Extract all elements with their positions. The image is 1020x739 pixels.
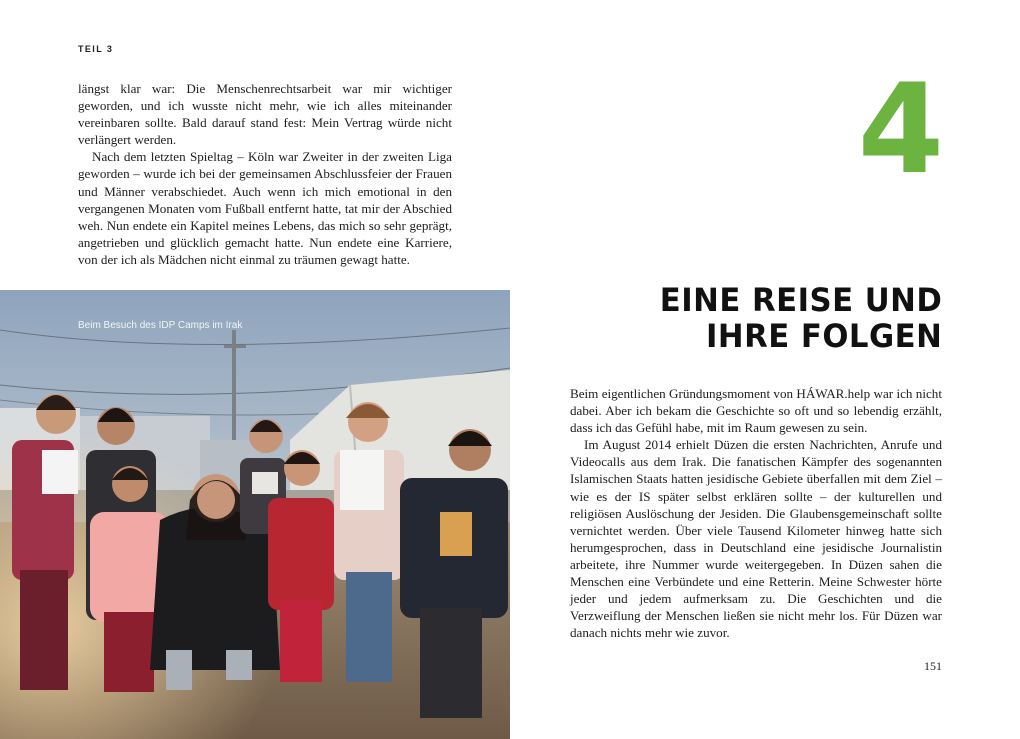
- running-head: TEIL 3: [78, 44, 114, 54]
- right-body-text: [570, 385, 942, 641]
- left-body-text: [78, 80, 452, 268]
- paragraph: Im August 2014 erhielt Düzen die ersten Nachrichten, Anrufe und Videocalls aus dem Irak. Die fanatischen Kämpfer des sogenannten Islamischen Staats hatten jesidische Gebiete überfallen mit dem Ziel – wie es der IS später selbst erklären sollte – der kulturellen und religiösen Auslöschung der Jesiden. Die Glaubensgemeinschaft sollte vernichtet werden. Über viele Tausend Kilometer hinweg hatte sich herumgesprochen, dass in Deutschland eine jesidische Journalistin arbeitete, ihre Nummer wurde weitergegeben. In Düzen sahen die Menschen eine Verbündete und eine Retterin. Meine Schwester hörte jeder und jedem aufmerksam zu. Die Geschichten und die Verzweiflung der Menschen ließen sie nicht mehr los. Für Düzen war danach nichts mehr wie zuvor.: [570, 437, 942, 641]
- chapter-title: [659, 282, 942, 354]
- chapter-title-line: IHRE FOLGEN: [705, 317, 942, 355]
- paragraph: Nach dem letzten Spieltag – Köln war Zweiter in der zweiten Liga geworden – wurde ich bei der gemeinsamen Abschlussfeier der Frauen und Männer verabschiedet. Auch wenn ich mich emotional in den vergangenen Monaten vom Fußball entfernt hatte, tat mir der Abschied weh. Nun endete ein Kapitel meines Lebens, das mich so sehr geprägt, angetrieben und glücklich gemacht hatte. Nun endete eine Karriere, von der ich als Mädchen nicht einmal zu träumen gewagt hatte.: [78, 149, 452, 267]
- page-number: 151: [924, 659, 942, 673]
- chapter-number: 4: [857, 58, 940, 202]
- camp-photo: [0, 290, 510, 739]
- right-page: [510, 0, 1020, 739]
- photo-caption: Beim Besuch des IDP Camps im Irak: [78, 320, 243, 331]
- paragraph: längst klar war: Die Menschenrechtsarbeit war mir wichtiger geworden, und ich wusste nicht mehr, wie ich alles miteinander vereinbaren sollte. Bald darauf stand fest: Mein Vertrag würde nicht verlängert werden.: [78, 81, 452, 148]
- paragraph: Beim eigentlichen Gründungsmoment von HÁWAR.help war ich nicht dabei. Aber ich bekam die Geschichte so oft und so lebendig erzählt, dass ich das Gefühl habe, mit im Raum gewesen zu sein.: [570, 386, 942, 436]
- chapter-title-line: EINE REISE UND: [659, 281, 942, 319]
